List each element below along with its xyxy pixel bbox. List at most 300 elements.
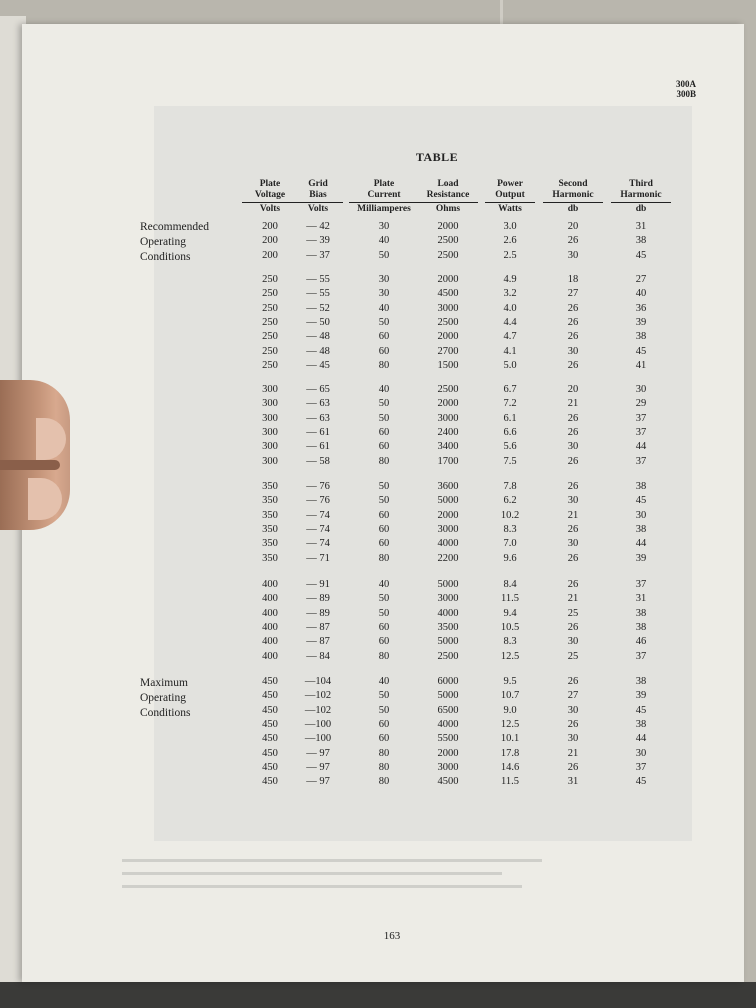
- table-cell: 60: [378, 636, 390, 648]
- table-cell: 250: [262, 331, 278, 343]
- table-row: [22, 427, 744, 442]
- table-cell: 40: [378, 384, 390, 395]
- table-cell: — 97: [306, 776, 330, 788]
- label-line: Recommended: [140, 221, 209, 233]
- table-cell: 38: [635, 718, 647, 730]
- table-cell: 7.5: [503, 455, 517, 467]
- table-cell: 200: [262, 221, 278, 232]
- table-cell: 39: [635, 690, 647, 702]
- table-row: [22, 441, 744, 456]
- table-cell: 41: [635, 359, 647, 371]
- table-cell: 2500: [437, 235, 459, 247]
- table-cell: 6500: [437, 704, 459, 716]
- column-header-line: Voltage: [254, 190, 286, 200]
- table-cell: 21: [567, 509, 579, 521]
- table-cell: 21: [567, 398, 579, 410]
- table-cell: 31: [635, 593, 647, 605]
- table-cell: 36: [635, 302, 647, 314]
- table-cell: 30: [567, 733, 579, 745]
- column-header-line: Output: [495, 190, 525, 200]
- table-row: [22, 456, 744, 471]
- table-cell: 50: [378, 412, 390, 424]
- table-cell: 18: [567, 274, 579, 285]
- table-cell: — 87: [306, 636, 330, 648]
- table-cell: 4.0: [503, 302, 517, 314]
- table-cell: 17.8: [500, 747, 520, 759]
- table-cell: 7.8: [503, 481, 517, 492]
- table-row: [22, 274, 744, 289]
- table-cell: 21: [567, 593, 579, 605]
- table-cell: 25: [567, 607, 579, 619]
- column-header: [485, 179, 535, 215]
- table-cell: 80: [378, 761, 390, 773]
- table-cell: — 61: [306, 441, 330, 453]
- column-header: [293, 179, 343, 215]
- table-cell: 44: [635, 733, 647, 745]
- table-cell: 5.6: [503, 441, 517, 453]
- table-cell: 40: [378, 302, 390, 314]
- table-cell: 4.1: [503, 345, 517, 357]
- table-cell: 37: [635, 426, 647, 438]
- table-cell: 3.2: [503, 288, 517, 300]
- label-line: Operating: [140, 692, 186, 704]
- table-cell: 11.5: [501, 776, 519, 788]
- table-cell: 2000: [437, 398, 459, 410]
- table-row: [22, 651, 744, 666]
- table-cell: 350: [262, 538, 278, 550]
- table-cell: 30: [567, 345, 579, 357]
- table-cell: 39: [635, 316, 647, 328]
- table-cell: 30: [567, 441, 579, 453]
- table-row: [22, 748, 744, 763]
- table-cell: 3000: [437, 593, 459, 605]
- table-cell: 26: [567, 481, 579, 492]
- page-number: 163: [383, 930, 401, 942]
- table-cell: 44: [635, 538, 647, 550]
- table-cell: 350: [262, 509, 278, 521]
- table-cell: 50: [378, 316, 390, 328]
- column-header-line: Resistance: [426, 190, 470, 200]
- table-cell: 8.3: [503, 523, 517, 535]
- table-cell: 200: [262, 249, 278, 261]
- table-cell: 20: [567, 221, 579, 232]
- table-cell: 9.4: [503, 607, 517, 619]
- table-row: [22, 676, 744, 691]
- table-cell: 50: [378, 398, 390, 410]
- table-cell: 450: [262, 676, 278, 687]
- table-cell: — 76: [306, 495, 330, 507]
- table-cell: 400: [262, 636, 278, 648]
- column-header: [418, 179, 478, 215]
- table-cell: 2500: [437, 384, 459, 395]
- table-row: [22, 705, 744, 720]
- table-row: [22, 579, 744, 594]
- table-cell: 39: [635, 552, 647, 564]
- table-cell: 46: [635, 636, 647, 648]
- table-cell: — 71: [306, 552, 330, 564]
- table-row: [22, 360, 744, 375]
- column-unit: Ohms: [418, 202, 478, 215]
- table-cell: 250: [262, 274, 278, 285]
- table-row: [22, 553, 744, 568]
- floor-tile-line: [500, 0, 503, 24]
- table-cell: 10.5: [500, 621, 520, 633]
- table-cell: 21: [567, 747, 579, 759]
- tube-code-line: 300B: [676, 89, 696, 99]
- table-cell: 80: [378, 747, 390, 759]
- table-cell: 60: [378, 345, 390, 357]
- table-cell: 80: [378, 650, 390, 662]
- table-cell: 60: [378, 538, 390, 550]
- table-cell: — 42: [306, 221, 330, 232]
- table-cell: 300: [262, 398, 278, 410]
- table-cell: — 74: [306, 523, 330, 535]
- table-cell: —104: [304, 676, 332, 687]
- table-cell: 350: [262, 552, 278, 564]
- table-cell: 350: [262, 523, 278, 535]
- table-row: [22, 733, 744, 748]
- table-cell: 60: [378, 509, 390, 521]
- table-cell: — 39: [306, 235, 330, 247]
- table-cell: 60: [378, 426, 390, 438]
- table-row: [22, 510, 744, 525]
- column-header-line: Plate: [259, 179, 281, 189]
- table-cell: 27: [567, 288, 579, 300]
- table-cell: 30: [635, 509, 647, 521]
- table-cell: 4500: [437, 288, 459, 300]
- table-cell: — 58: [306, 455, 330, 467]
- table-row: [22, 762, 744, 777]
- column-header-line: Load: [437, 179, 459, 189]
- table-cell: 26: [567, 359, 579, 371]
- table-cell: — 89: [306, 607, 330, 619]
- table-cell: 4000: [437, 718, 459, 730]
- table-cell: 2000: [437, 221, 459, 232]
- table-cell: 400: [262, 579, 278, 590]
- bleed-through-text: [122, 859, 542, 862]
- table-cell: — 87: [306, 621, 330, 633]
- column-header-line: Grid: [308, 179, 328, 189]
- tube-code: [676, 79, 696, 99]
- table-cell: 50: [378, 593, 390, 605]
- table-cell: 12.5: [500, 650, 520, 662]
- table-row: [22, 524, 744, 539]
- table-cell: 4.7: [503, 331, 517, 343]
- table-cell: 450: [262, 776, 278, 788]
- table-cell: 27: [567, 690, 579, 702]
- table-cell: 4000: [437, 607, 459, 619]
- table-cell: 9.0: [503, 704, 517, 716]
- table-cell: 31: [635, 221, 647, 232]
- table-cell: 26: [567, 302, 579, 314]
- table-cell: 450: [262, 761, 278, 773]
- table-cell: 30: [567, 704, 579, 716]
- table-row: [22, 288, 744, 303]
- table-cell: — 63: [306, 412, 330, 424]
- table-cell: 3600: [437, 481, 459, 492]
- table-cell: 2400: [437, 426, 459, 438]
- table-cell: 50: [378, 607, 390, 619]
- table-cell: 26: [567, 331, 579, 343]
- column-header-line: Second: [558, 179, 588, 189]
- table-cell: 2200: [437, 552, 459, 564]
- table-cell: 4000: [437, 538, 459, 550]
- table-cell: 400: [262, 650, 278, 662]
- table-row: [22, 413, 744, 428]
- table-cell: 44: [635, 441, 647, 453]
- table-cell: 450: [262, 704, 278, 716]
- table-row: [22, 235, 744, 250]
- column-unit: db: [611, 202, 671, 215]
- label-line: Conditions: [140, 707, 191, 719]
- table-cell: 5000: [437, 636, 459, 648]
- table-cell: 1500: [437, 359, 459, 371]
- table-surface-edge: [0, 982, 756, 1008]
- table-cell: 350: [262, 495, 278, 507]
- table-cell: 5000: [437, 579, 459, 590]
- table-cell: 450: [262, 690, 278, 702]
- table-row: [22, 593, 744, 608]
- table-cell: 450: [262, 733, 278, 745]
- table-cell: 26: [567, 676, 579, 687]
- table-cell: 6.6: [503, 426, 517, 438]
- table-row: [22, 690, 744, 705]
- table-cell: 45: [635, 776, 647, 788]
- table-row: [22, 622, 744, 637]
- table-cell: 60: [378, 621, 390, 633]
- table-cell: 3000: [437, 302, 459, 314]
- table-cell: 40: [635, 288, 647, 300]
- table-row: [22, 250, 744, 265]
- table-row: [22, 221, 744, 236]
- table-cell: 80: [378, 552, 390, 564]
- table-row: [22, 481, 744, 496]
- table-cell: 45: [635, 249, 647, 261]
- table-cell: 3400: [437, 441, 459, 453]
- table-row: [22, 317, 744, 332]
- table-cell: 27: [635, 274, 647, 285]
- table-cell: 2.6: [503, 235, 517, 247]
- table-cell: 11.5: [501, 593, 519, 605]
- table-cell: — 91: [306, 579, 330, 590]
- finger-gap: [0, 460, 60, 470]
- table-cell: 250: [262, 345, 278, 357]
- column-unit: Volts: [293, 202, 343, 215]
- table-cell: 60: [378, 733, 390, 745]
- column-unit: Milliamperes: [349, 202, 419, 215]
- table-cell: 26: [567, 455, 579, 467]
- table-cell: 350: [262, 481, 278, 492]
- table-cell: — 74: [306, 538, 330, 550]
- table-cell: 80: [378, 776, 390, 788]
- table-cell: 38: [635, 621, 647, 633]
- table-cell: 40: [378, 676, 390, 687]
- table-cell: 30: [635, 747, 647, 759]
- table-cell: 26: [567, 316, 579, 328]
- table-cell: — 97: [306, 747, 330, 759]
- table-cell: 26: [567, 412, 579, 424]
- column-unit: Watts: [485, 202, 535, 215]
- table-cell: — 76: [306, 481, 330, 492]
- table-cell: 37: [635, 412, 647, 424]
- table-cell: 30: [567, 636, 579, 648]
- document-page: [22, 24, 744, 982]
- table-cell: 26: [567, 552, 579, 564]
- table-cell: 2500: [437, 316, 459, 328]
- table-cell: 30: [378, 288, 390, 300]
- table-cell: 2000: [437, 274, 459, 285]
- table-cell: 30: [567, 249, 579, 261]
- table-cell: 300: [262, 384, 278, 395]
- column-header-line: Current: [367, 190, 401, 200]
- table-cell: 300: [262, 455, 278, 467]
- table-cell: 38: [635, 676, 647, 687]
- table-cell: 2500: [437, 249, 459, 261]
- bleed-through-text: [122, 872, 502, 875]
- table-cell: 2000: [437, 331, 459, 343]
- table-cell: 37: [635, 761, 647, 773]
- table-cell: 60: [378, 331, 390, 343]
- table-cell: 2700: [437, 345, 459, 357]
- table-cell: 5500: [437, 733, 459, 745]
- table-cell: 4.9: [503, 274, 517, 285]
- table-cell: 250: [262, 316, 278, 328]
- table-cell: 450: [262, 747, 278, 759]
- table-row: [22, 303, 744, 318]
- table-row: [22, 636, 744, 651]
- column-unit: Volts: [242, 202, 298, 215]
- table-cell: 38: [635, 481, 647, 492]
- table-cell: 40: [378, 235, 390, 247]
- table-row: [22, 384, 744, 399]
- table-cell: 38: [635, 331, 647, 343]
- table-row: [22, 538, 744, 553]
- table-cell: 400: [262, 593, 278, 605]
- table-cell: 50: [378, 704, 390, 716]
- table-cell: 30: [567, 495, 579, 507]
- bleed-through-text: [122, 885, 522, 888]
- table-cell: 38: [635, 235, 647, 247]
- table-cell: 45: [635, 345, 647, 357]
- table-row: [22, 398, 744, 413]
- column-header-line: Harmonic: [620, 190, 662, 200]
- table-cell: 80: [378, 359, 390, 371]
- table-cell: 26: [567, 621, 579, 633]
- table-cell: 3000: [437, 761, 459, 773]
- table-cell: 400: [262, 607, 278, 619]
- table-cell: 50: [378, 495, 390, 507]
- column-header: [611, 179, 671, 215]
- table-cell: — 63: [306, 398, 330, 410]
- table-cell: — 48: [306, 331, 330, 343]
- column-header: [349, 179, 419, 215]
- table-cell: — 84: [306, 650, 330, 662]
- table-cell: 3000: [437, 412, 459, 424]
- table-cell: 7.2: [503, 398, 517, 410]
- table-row: [22, 719, 744, 734]
- table-cell: 10.2: [500, 509, 520, 521]
- table-cell: 31: [567, 776, 579, 788]
- table-cell: — 37: [306, 249, 330, 261]
- table-cell: — 52: [306, 302, 330, 314]
- table-cell: — 65: [306, 384, 330, 395]
- table-cell: 26: [567, 426, 579, 438]
- table-cell: — 89: [306, 593, 330, 605]
- column-header: [543, 179, 603, 215]
- table-title: TABLE: [415, 150, 459, 164]
- table-cell: 26: [567, 579, 579, 590]
- table-cell: 300: [262, 412, 278, 424]
- table-cell: 38: [635, 607, 647, 619]
- column-header-line: Harmonic: [552, 190, 594, 200]
- table-cell: 45: [635, 495, 647, 507]
- table-cell: 60: [378, 441, 390, 453]
- label-line: Maximum: [140, 677, 188, 689]
- table-cell: — 48: [306, 345, 330, 357]
- table-cell: 9.5: [503, 676, 517, 687]
- table-cell: 5000: [437, 495, 459, 507]
- column-unit: db: [543, 202, 603, 215]
- table-row: [22, 776, 744, 791]
- table-cell: 12.5: [500, 718, 520, 730]
- column-header-line: Power: [497, 179, 523, 189]
- table-row: [22, 608, 744, 623]
- table-cell: —102: [304, 690, 332, 702]
- table-cell: — 74: [306, 509, 330, 521]
- table-cell: 30: [378, 221, 390, 232]
- table-cell: 60: [378, 718, 390, 730]
- table-cell: 37: [635, 579, 647, 590]
- table-cell: 14.6: [500, 761, 520, 773]
- table-row: [22, 495, 744, 510]
- table-cell: —100: [304, 718, 332, 730]
- tube-code-line: 300A: [676, 79, 696, 89]
- table-cell: 26: [567, 761, 579, 773]
- table-cell: 250: [262, 288, 278, 300]
- table-cell: 4.4: [503, 316, 517, 328]
- table-cell: 6.1: [503, 412, 517, 424]
- table-cell: 25: [567, 650, 579, 662]
- table-cell: 2.5: [503, 249, 517, 261]
- table-cell: 30: [567, 538, 579, 550]
- table-cell: 50: [378, 249, 390, 261]
- table-cell: 7.0: [503, 538, 517, 550]
- table-cell: 3500: [437, 621, 459, 633]
- table-cell: 3.0: [503, 221, 517, 232]
- table-cell: 60: [378, 523, 390, 535]
- table-cell: 45: [635, 704, 647, 716]
- table-cell: 26: [567, 523, 579, 535]
- table-cell: 200: [262, 235, 278, 247]
- table-cell: 40: [378, 579, 390, 590]
- table-cell: 1700: [437, 455, 459, 467]
- table-cell: 2500: [437, 650, 459, 662]
- table-cell: 37: [635, 650, 647, 662]
- table-cell: 4500: [437, 776, 459, 788]
- table-cell: 10.1: [500, 733, 520, 745]
- table-cell: 300: [262, 441, 278, 453]
- table-cell: — 45: [306, 359, 330, 371]
- label-line: Operating: [140, 236, 186, 248]
- table-cell: 2000: [437, 509, 459, 521]
- table-cell: 50: [378, 690, 390, 702]
- table-cell: 6000: [437, 676, 459, 687]
- table-cell: 38: [635, 523, 647, 535]
- table-cell: 300: [262, 426, 278, 438]
- table-cell: — 55: [306, 274, 330, 285]
- table-cell: 250: [262, 302, 278, 314]
- table-cell: 8.4: [503, 579, 517, 590]
